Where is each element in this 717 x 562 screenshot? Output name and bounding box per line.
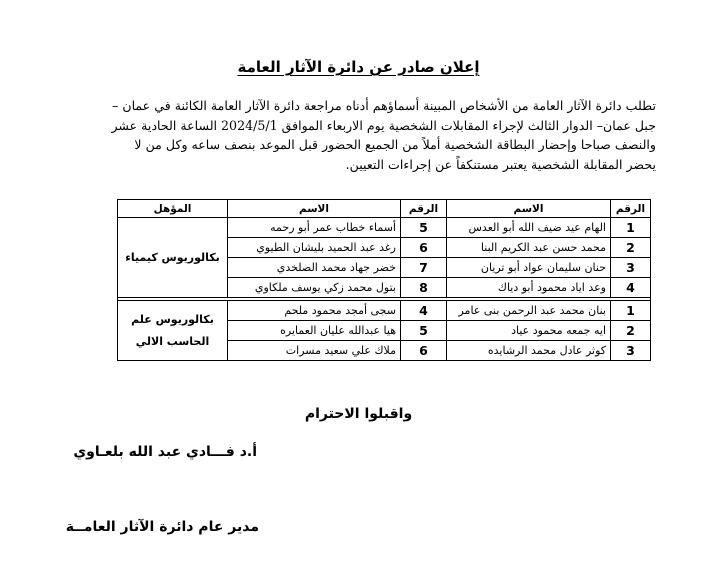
qualification-line-1: بكالوريوس علم: [131, 312, 214, 326]
announcement-body: [64, 96, 656, 174]
row-number: 5: [401, 218, 447, 238]
header-qualification: المؤهل: [118, 200, 228, 218]
closing-respect: واقبلوا الاحترام: [304, 406, 413, 422]
candidate-name: ايه جمعه محمود عياد: [447, 321, 611, 341]
qualification-line-2: الحاسب الالي: [135, 334, 210, 348]
body-line-3: والنصف صباحا وإحضار البطاقة الشخصية أملاً من الجميع الحضور قبل الموعد بنصف ساعه وكل من لا: [134, 137, 656, 153]
body-line-2: جبل عمان– الدوار الثالث لإجراء المقابلات الشخصية يوم الاربعاء الموافق 2024/5/1 الساعة الحادية عشر: [111, 117, 656, 133]
header-number-2: الرقم: [401, 200, 447, 218]
table-header-row: [118, 200, 651, 218]
row-number: 4: [401, 301, 447, 321]
candidate-name: محمد حسن عبد الكريم البنا: [447, 238, 611, 258]
candidate-name: هيا عبدالله عليان العمايره: [228, 321, 401, 341]
candidate-name: وعد اياد محمود أبو دياك: [447, 278, 611, 298]
signer-name: أ.د فـــادي عبد الله بلعـاوي: [73, 444, 257, 460]
qualification-computer-science: [118, 301, 228, 361]
candidate-name: سجى أمجد محمود ملحم: [228, 301, 401, 321]
header-name: الاسم: [447, 200, 611, 218]
candidates-table: [117, 199, 651, 361]
row-number: 2: [611, 321, 651, 341]
row-number: 7: [401, 258, 447, 278]
candidate-name: أسماء خطاب عمر أبو رحمه: [228, 218, 401, 238]
signer-position: مدير عام دائرة الآثار العامــة: [65, 519, 259, 535]
table-row: [118, 218, 651, 238]
candidate-name: حنان سليمان عواد أبو تريان: [447, 258, 611, 278]
row-number: 5: [401, 321, 447, 341]
table-row: [118, 301, 651, 321]
row-number: 1: [611, 218, 651, 238]
header-name-2: الاسم: [228, 200, 401, 218]
candidate-name: ملاك علي سعيد مسرات: [228, 341, 401, 361]
row-number: 2: [611, 238, 651, 258]
row-number: 3: [611, 258, 651, 278]
row-number: 4: [611, 278, 651, 298]
candidate-name: الهام عيد ضيف الله أبو العدس: [447, 218, 611, 238]
row-number: 1: [611, 301, 651, 321]
qualification-chemistry: بكالوريوس كيمياء: [118, 218, 228, 298]
row-number: 6: [401, 341, 447, 361]
header-number: الرقم: [611, 200, 651, 218]
page-title: إعلان صادر عن دائرة الآثار العامة: [237, 58, 480, 76]
candidate-name: بنان محمد عبد الرحمن بنى عامر: [447, 301, 611, 321]
candidate-name: كوثر عادل محمد الرشايده: [447, 341, 611, 361]
row-number: 8: [401, 278, 447, 298]
body-line-4: يحضر المقابلة الشخصية يعتبر مستنكفاً عن إجراءات التعيين.: [345, 156, 656, 172]
candidate-name: رغد عبد الحميد بليشان الطيوي: [228, 238, 401, 258]
candidate-name: خضر جهاد محمد الصلخدي: [228, 258, 401, 278]
row-number: 3: [611, 341, 651, 361]
candidate-name: بتول محمد زكي يوسف ملكاوي: [228, 278, 401, 298]
body-line-1: تطلب دائرة الآثار العامة من الأشخاص المبينة أسماؤهم أدناه مراجعة دائرة الآثار العامة الكائنة في عمان –: [112, 98, 656, 113]
row-number: 6: [401, 238, 447, 258]
